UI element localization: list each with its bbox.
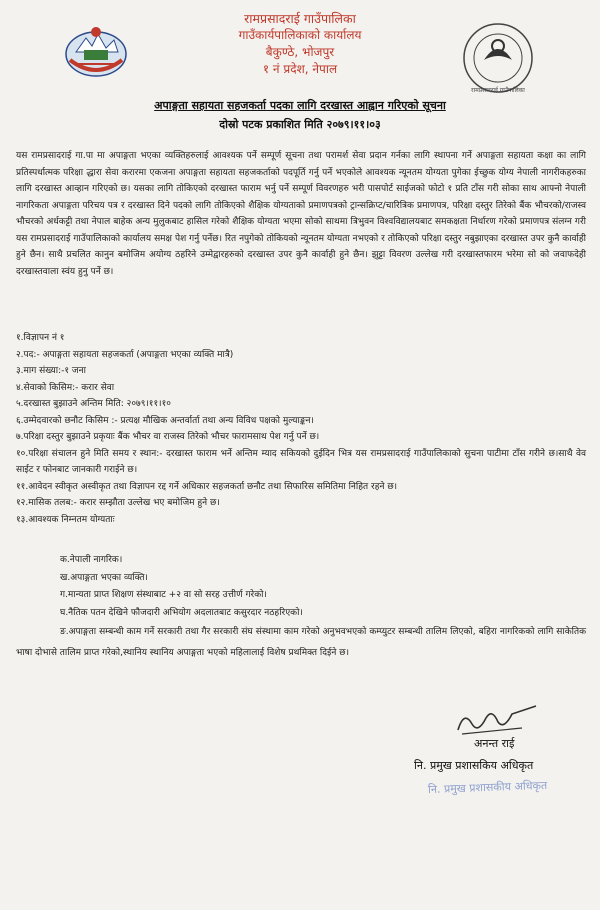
list-item: ग.मान्यता प्राप्त शिक्षण संस्थाबाट +२ वा सो सरह उत्तीर्ण गरेको। xyxy=(60,590,267,600)
notice-body xyxy=(16,148,586,280)
signature-scribble-icon xyxy=(452,700,542,740)
nepal-emblem-icon xyxy=(62,24,130,80)
list-item: क.नेपाली नागरिक। xyxy=(60,555,123,565)
signatory-name: अनन्त राई xyxy=(474,737,515,750)
list-item: ४.सेवाको किसिम:- करार सेवा xyxy=(16,382,115,393)
list-item: १०.परिक्षा संचालन हुने मिति समय र स्थान:- दरखास्त फाराम भर्ने अन्तिम म्याद सकियको दुईदिन भित्र यस रामप्रसादराई गाउँपालिकाको सुचना पाटीमा टाँस गरीने छ।साथै वेव साईट र फोनबाट जानकारी गराईने छ। xyxy=(16,448,586,475)
list-item: ख.अपाङ्गता भएका व्यक्ति। xyxy=(60,572,148,583)
list-item: ११.आवेदन स्वीकृत अस्वीकृत तथा विज्ञापन रद्द गर्ने अधिकार सहजकर्ता छनौट तथा सिफारिस समितिमा निहित रहने छ। xyxy=(16,481,398,492)
publication-date: दोस्रो पटक प्रकाशित मिति २०७९।११।०३ xyxy=(219,118,381,131)
list-item: ३.माग संख्या:-१ जना xyxy=(16,366,86,376)
official-stamp: नि. प्रमुख प्रशासकीय अधिकृत xyxy=(427,778,548,797)
signatory-title: नि. प्रमुख प्रशासकिय अधिकृत xyxy=(414,759,534,772)
list-item: ७.परिक्षा दस्तुर बुझाउने प्रकृयाः बैंक भौचर वा राजस्व तिरेको भौचर फारामसाथ पेश गर्नु पर्ने छ। xyxy=(16,432,320,442)
list-item: घ.नैतिक पतन देखिने फौजदारी अभियोग अदलातबाट कसुरदार नठहरिएको। xyxy=(60,607,303,618)
municipality-seal-icon xyxy=(458,18,538,98)
notice-items xyxy=(16,330,586,528)
office-address: बैकुण्ठे, भोजपुर xyxy=(265,45,335,59)
office-name: गाउँकार्यपालिकाको कार्यालय xyxy=(238,28,362,42)
list-item: १३.आवश्यक निम्नतम योग्यताः xyxy=(16,514,115,525)
office-header xyxy=(150,10,450,78)
list-item: ५.दरखास्त बुझाउने अन्तिम मिति: २०७९।११।१० xyxy=(16,399,171,409)
list-item: १.विज्ञापन नं १ xyxy=(16,333,65,343)
province-name: १ नं प्रदेश, नेपाल xyxy=(262,62,338,76)
list-item: ङ.अपाङ्गता सम्बन्धी काम गर्ने सरकारी तथा गैर सरकारी संघ संस्थामा काम गरेको अनुभवभएको कम्प्युटर सम्बन्धी तालिम लिएको, बहिरा नागरिकको लागि साकेतिक भाषा दोभासे तालिम प्राप्त गरेको,स्थानिय स्थानिय अपाङ्गता भएको महिलालाई विशेष प्रथमिक्त दिईने छ। xyxy=(16,627,586,658)
municipality-name: रामप्रसादराई गाउँपालिका xyxy=(244,11,356,26)
qualification-list xyxy=(16,552,586,664)
body-paragraph: यस रामप्रसादराई गा.पा मा अपाङ्गता भएका व्यक्तिहरुलाई आवश्यक पर्ने सम्पूर्ण सूचना तथा परामर्श सेवा प्रदान गर्नका लागि स्थापना गर्ने अपाङ्गता सहायता कक्षा का लागि प्रतिस्पर्धात्मक परिक्षा द्धारा सेवा करारमा एकजना अपाङ्गता सहायता सहजकर्ताको पदपूर्ति गर्नु पर्ने भएकोले आवश्यक न्यूनतम योग्यता पुगेका ईच्छुक योग्य नेपाली नागरीकहरुका लागि दरखास्त आव्हान गरिएको छ। यसका लागि तोकिएको दरखास्त फाराम भर्नु पर्ने सम्पूर्ण विवरणहरु भरी पासपोर्ट साईजको फोटो १ प्रति टाँस गरी सोका साथ आफ्नो नेपाली नागरिकता अपाङ्गता परिचय पत्र र दरखास्त दिने पदको लागि तोकिएको शैक्षिक योग्यताको प्रमाणपत्रको ट्रान्सक्रिप्ट/चारित्रिक प्रमाणपत्र, परिक्षा दस्तुर तिरेको बैंक भौचरको/राजस्व भौचरको अर्धकट्टी तथा नेपाल बाहेक अन्य मुलुकबाट हासिल गरेको शैक्षिक योग्यता भएमा सोको साथमा त्रिभुवन विश्वविद्यालयबाट समकक्षता निर्धारण गरेको प्रमाणपत्र संलग्न गरी यस रामप्रसादराई गाउँपालिकाको कार्यालय समक्ष पेश गर्नु पर्नेछ। रित नपुगेको तोकियको न्यूनतम योग्यता नभएको र तोकिएको परिक्षा दस्तुर नबुझाएका दरखास्त उपर कुनै कार्वाही हुने छैन। साथै प्रचलित कानुन बमोजिम अयोग्य ठहरिने उम्मेद्वारहरुको दरखास्त उपर कुनै कार्वाही हुने छैन। झुट्टा विवरण उल्लेख गरी दरखास्तफारम भरेमा सो को जवाफदेही दरखास्तवाला स्वंय हुनु पर्ने छ। xyxy=(16,151,586,277)
list-item: १२.मासिक तलब:- करार सम्झौता उल्लेख भए बमोजिम हुने छ। xyxy=(16,498,220,508)
list-item: ६.उम्मेदवारको छनौट किसिम :- प्रत्यक्ष मौखिक अन्तर्वार्ता तथा अन्य विविध पक्षको मुल्याङ्कन। xyxy=(16,415,314,426)
seal-text: रामप्रसादराई गाउँपालिका xyxy=(471,87,525,94)
list-item: २.पद:- अपाङ्गता सहायता सहजकर्ता (अपाङ्गता भएका व्यक्ति मात्रै) xyxy=(16,349,234,360)
notice-title: अपाङ्गता सहायता सहजकर्ता पदका लागि दरखास्त आह्वान गरिएको सूचना xyxy=(154,99,446,112)
